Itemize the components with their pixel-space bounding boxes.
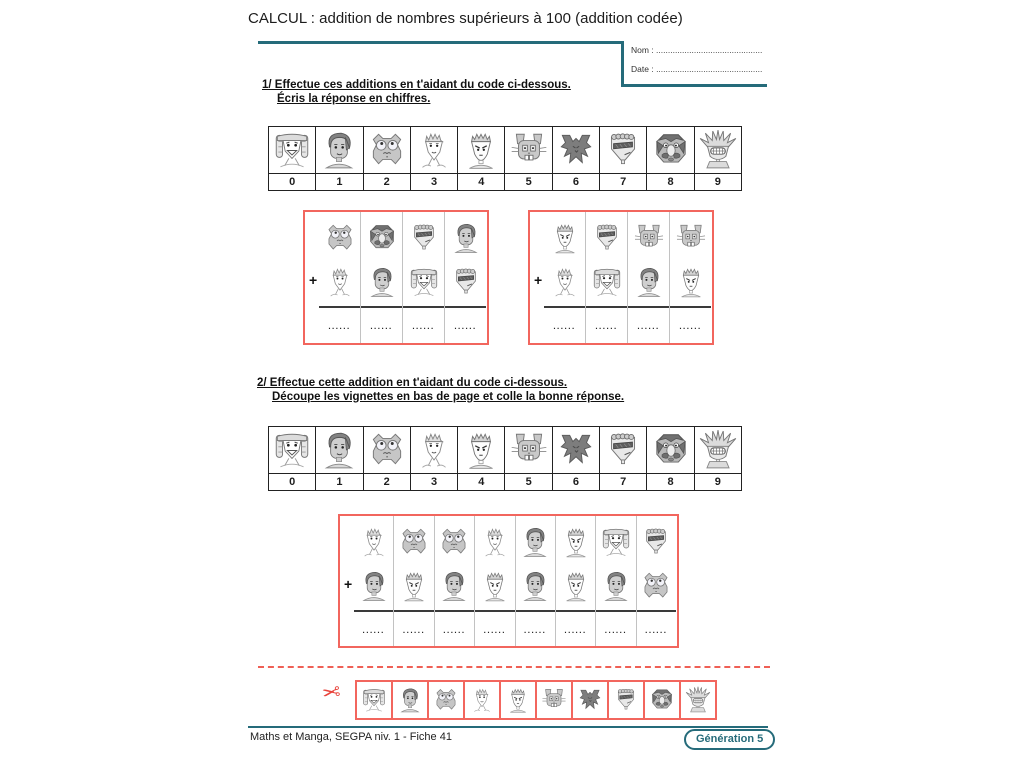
code-cell [695,127,741,190]
face-4-icon [548,221,582,255]
cut-vignette [463,680,501,720]
addend-1-cell [596,520,635,564]
face-3-icon [323,265,357,299]
header-rule [258,41,622,44]
code-face-cell [269,127,315,173]
code-cell [411,127,458,190]
face-9-icon [697,129,739,171]
addend-2-cell [475,564,514,608]
sum-line [670,306,711,308]
answer-slot: ...... [564,626,587,635]
code-face-cell [316,427,362,473]
plus-sign: + [344,576,353,592]
code-cell [695,427,741,490]
addend-1-cell [556,520,595,564]
code-table-1 [268,126,742,191]
face-1-icon [449,221,483,255]
addend-1-cell [516,520,555,564]
cut-vignette [355,680,393,720]
face-3-icon [413,429,455,471]
cut-vignette [391,680,429,720]
cut-vignette [571,680,609,720]
code-digit: 7 [600,473,646,490]
code-digit: 7 [600,173,646,190]
addend-1-cell [544,216,585,260]
vignette-strip [355,680,715,720]
plus-sign: + [534,272,543,288]
addition-column [556,516,596,646]
addend-2-cell [628,260,669,304]
cut-vignette [427,680,465,720]
addend-2-cell [361,260,402,304]
sum-line [637,610,676,612]
face-4-icon [559,569,593,603]
face-1-icon [318,129,360,171]
face-3-icon [468,686,496,714]
answer-slot: ...... [637,322,660,331]
addition-column [586,212,628,343]
code-face-cell [364,427,410,473]
scissors-icon: ✂ [320,678,343,707]
code-digit: 8 [647,173,693,190]
plus-sign: + [309,272,318,288]
face-6-icon [555,429,597,471]
face-0-icon [407,265,441,299]
cut-vignette [607,680,645,720]
code-cell [647,127,694,190]
sum-line [403,306,444,308]
code-face-cell [553,427,599,473]
code-cell [364,427,411,490]
face-0-icon [590,265,624,299]
addition-column [354,516,394,646]
addend-1-cell [586,216,627,260]
code-face-cell [600,427,646,473]
face-7-icon [602,129,644,171]
face-8-icon [650,429,692,471]
face-2-icon [366,429,408,471]
face-0-icon [599,525,633,559]
addend-1-cell [394,520,433,564]
code-digit: 3 [411,473,457,490]
cut-dashed-line [258,666,770,668]
face-2-icon [366,129,408,171]
sum-line [435,610,474,612]
exercise2-instruction-2: Découpe les vignettes en bas de page et colle la bonne réponse. [272,390,625,403]
addend-2-cell [670,260,711,304]
code-cell [600,127,647,190]
sum-line [394,610,433,612]
sum-line [475,610,514,612]
face-5-icon [508,429,550,471]
face-4-icon [397,569,431,603]
code-digit: 0 [269,473,315,490]
face-3-icon [357,525,391,559]
addend-1-cell [637,520,676,564]
addition-column [544,212,586,343]
face-1-icon [437,569,471,603]
face-2-icon [397,525,431,559]
face-5-icon [632,221,666,255]
code-digit: 5 [505,173,551,190]
code-face-cell [411,127,457,173]
code-cell [269,127,316,190]
code-face-cell [695,127,741,173]
face-1-icon [518,569,552,603]
code-digit: 9 [695,173,741,190]
code-face-cell [269,427,315,473]
face-2-icon [432,686,460,714]
code-digit: 9 [695,473,741,490]
code-cell [411,427,458,490]
code-digit: 6 [553,473,599,490]
face-4-icon [478,569,512,603]
addition-column [403,212,445,343]
code-face-cell [553,127,599,173]
face-3-icon [478,525,512,559]
sum-line [445,306,486,308]
face-7-icon [449,265,483,299]
face-0-icon [271,429,313,471]
date-line [631,64,767,74]
code-digit: 3 [411,173,457,190]
addend-2-cell [556,564,595,608]
code-cell [505,127,552,190]
sum-line [586,306,627,308]
face-7-icon [612,686,640,714]
code-digit: 2 [364,173,410,190]
answer-slot: ...... [370,322,393,331]
exercise1-instruction-2: Écris la réponse en chiffres. [277,92,431,105]
code-cell [458,427,505,490]
footer-rule [248,726,768,728]
answer-slot: ...... [524,626,547,635]
footer-reference: Maths et Manga, SEGPA niv. 1 - Fiche 41 [250,731,452,743]
face-8-icon [365,221,399,255]
face-8-icon [648,686,676,714]
addition-column [475,516,515,646]
name-line [631,45,767,55]
face-4-icon [504,686,532,714]
addend-2-cell [544,260,585,304]
addition-column [394,516,434,646]
addend-2-cell [319,260,360,304]
answer-slot: ...... [362,626,385,635]
addend-2-cell [596,564,635,608]
answer-slot: ...... [402,626,426,635]
addend-1-cell [354,520,393,564]
code-face-cell [647,427,693,473]
face-9-icon [697,429,739,471]
sum-line [516,610,555,612]
exercise2-instruction-1: 2/ Effectue cette addition en t'aidant du code ci-dessous. [257,377,568,389]
code-cell [316,127,363,190]
addend-1-cell [403,216,444,260]
code-face-cell [411,427,457,473]
addition-box-1 [303,210,489,345]
sum-line [361,306,402,308]
face-2-icon [639,569,673,603]
code-table-2 [268,426,742,491]
face-2-icon [323,221,357,255]
code-digit: 8 [647,473,693,490]
addition-column [596,516,636,646]
code-cell [316,427,363,490]
publisher-badge: Génération 5 [684,729,775,750]
addend-1-cell [628,216,669,260]
sum-line [556,610,595,612]
date-label: Date : [631,64,654,74]
code-face-cell [505,127,551,173]
addition-column [516,516,556,646]
addend-1-cell [361,216,402,260]
face-6-icon [576,686,604,714]
addend-1-cell [319,216,360,260]
addend-2-cell [516,564,555,608]
code-face-cell [505,427,551,473]
face-1-icon [318,429,360,471]
addition-column [628,212,670,343]
page-title: CALCUL : addition de nombres supérieurs à 100 (addition codée) [248,10,683,27]
face-1-icon [365,265,399,299]
face-7-icon [602,429,644,471]
code-face-cell [647,127,693,173]
face-5-icon [674,221,708,255]
addition-column [445,212,486,343]
face-0-icon [271,129,313,171]
code-cell [647,427,694,490]
code-cell [458,127,505,190]
face-7-icon [639,525,673,559]
sum-line [596,610,635,612]
addition-box-2 [528,210,714,345]
code-face-cell [458,127,504,173]
answer-slot: ...... [595,322,618,331]
code-digit: 5 [505,473,551,490]
sum-line [319,306,360,308]
code-cell [600,427,647,490]
date-dotted-line: ............................................. [656,64,763,74]
face-4-icon [559,525,593,559]
addition-grid-2 [544,212,711,343]
face-3-icon [413,129,455,171]
face-8-icon [650,129,692,171]
face-1-icon [599,569,633,603]
face-1-icon [632,265,666,299]
addition-box-3 [338,514,679,648]
exercise2-heading [257,377,624,404]
face-5-icon [540,686,568,714]
exercise1-heading [262,79,571,106]
code-digit: 4 [458,473,504,490]
addend-1-cell [670,216,711,260]
face-1-icon [357,569,391,603]
sum-line [544,306,585,308]
answer-slot: ...... [645,626,668,635]
face-4-icon [460,129,502,171]
code-cell [364,127,411,190]
face-6-icon [555,129,597,171]
face-5-icon [508,129,550,171]
addend-1-cell [435,520,474,564]
addend-1-cell [445,216,486,260]
cut-vignette [499,680,537,720]
answer-slot: ...... [328,322,351,331]
code-digit: 1 [316,473,362,490]
answer-slot: ...... [443,626,466,635]
addition-column [361,212,403,343]
code-face-cell [316,127,362,173]
face-1-icon [518,525,552,559]
code-digit: 2 [364,473,410,490]
code-face-cell [600,127,646,173]
addition-column [435,516,475,646]
addition-column [319,212,361,343]
addition-grid-3 [354,516,676,646]
cut-vignette [679,680,717,720]
name-date-box [621,41,767,87]
face-9-icon [684,686,712,714]
code-cell [553,427,600,490]
code-face-cell [695,427,741,473]
code-digit: 0 [269,173,315,190]
addend-2-cell [445,260,486,304]
code-digit: 4 [458,173,504,190]
code-cell [553,127,600,190]
answer-slot: ...... [553,322,576,331]
face-1-icon [396,686,424,714]
face-4-icon [460,429,502,471]
face-0-icon [360,686,388,714]
addend-2-cell [586,260,627,304]
addition-column [637,516,676,646]
face-4-icon [674,265,708,299]
addend-2-cell [637,564,676,608]
name-dotted-line: ............................................. [656,45,763,55]
exercise1-instruction-1: 1/ Effectue ces additions en t'aidant du code ci-dessous. [262,79,571,91]
answer-slot: ...... [679,322,702,331]
face-7-icon [590,221,624,255]
addend-2-cell [354,564,393,608]
answer-slot: ...... [412,322,435,331]
answer-slot: ...... [454,322,477,331]
face-3-icon [548,265,582,299]
cut-vignette [535,680,573,720]
face-7-icon [407,221,441,255]
cut-vignette [643,680,681,720]
code-cell [505,427,552,490]
face-2-icon [437,525,471,559]
code-digit: 1 [316,173,362,190]
answer-slot: ...... [483,626,506,635]
code-face-cell [458,427,504,473]
name-label: Nom : [631,45,654,55]
code-face-cell [364,127,410,173]
answer-slot: ...... [604,626,628,635]
addition-grid-1 [319,212,486,343]
addend-2-cell [403,260,444,304]
code-digit: 6 [553,173,599,190]
code-cell [269,427,316,490]
addend-2-cell [435,564,474,608]
addend-1-cell [475,520,514,564]
sum-line [628,306,669,308]
addition-column [670,212,711,343]
sum-line [354,610,393,612]
addend-2-cell [394,564,433,608]
